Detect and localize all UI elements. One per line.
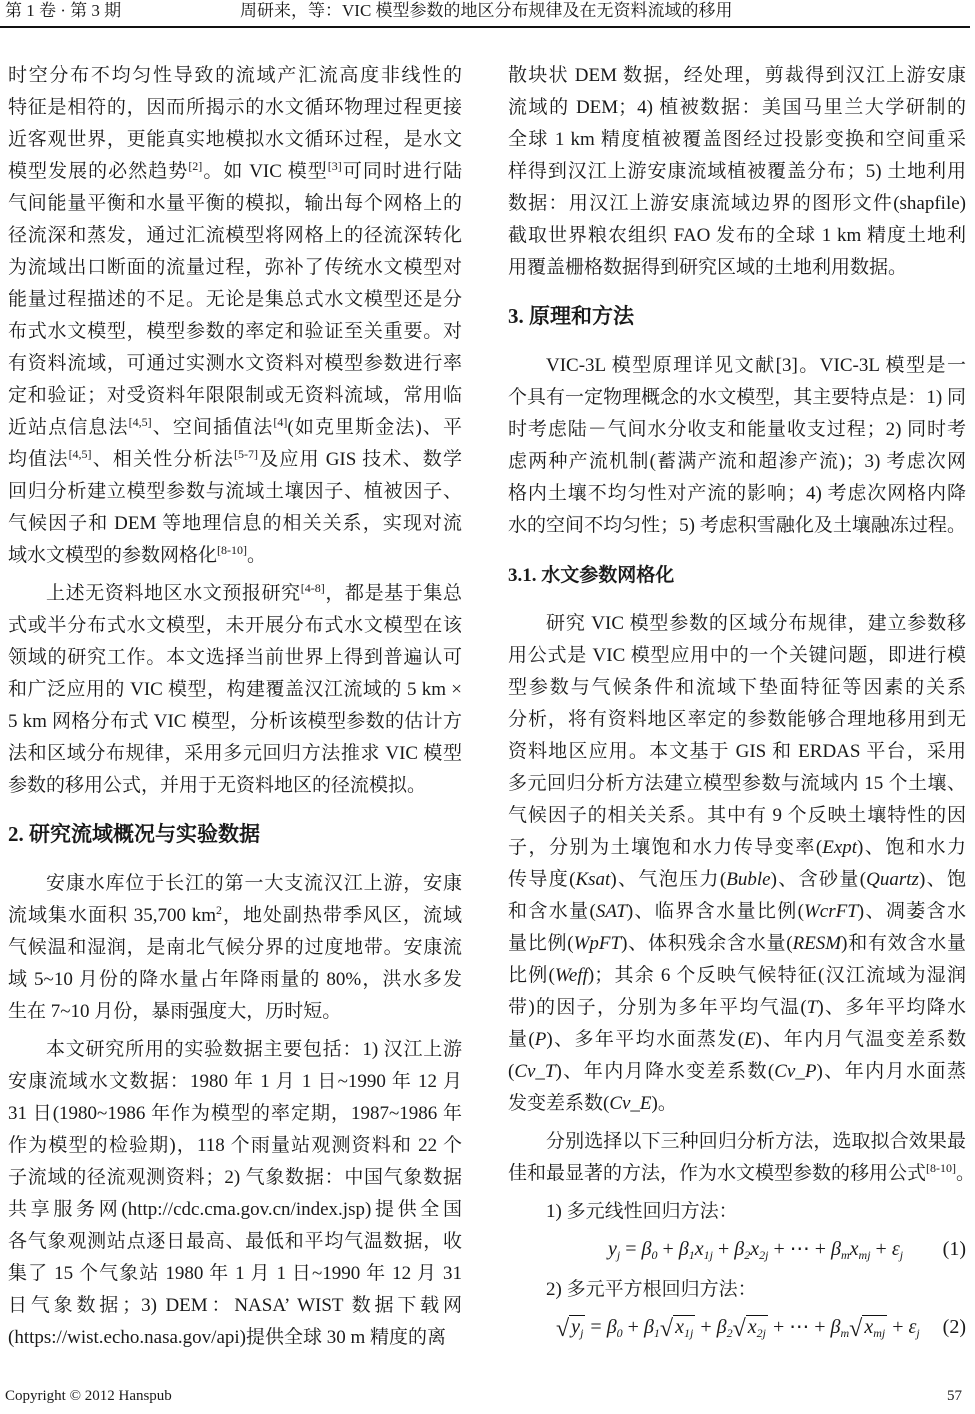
text-run: )、饱和水力 bbox=[857, 837, 967, 858]
text-line: 31 日(1980~1986 年作为模型的率定期，1987~1986 年 bbox=[8, 1103, 462, 1124]
text-run: + bbox=[887, 1316, 909, 1338]
right-column bbox=[508, 60, 975, 1348]
text-line bbox=[508, 1088, 966, 1120]
section-heading: 2. 研究流域概况与实验数据 bbox=[8, 822, 260, 846]
text-line bbox=[8, 444, 462, 476]
text-line bbox=[508, 960, 966, 992]
citation-superscript: [8-10] bbox=[926, 1161, 957, 1175]
italic-symbol: SAT bbox=[595, 901, 627, 922]
text-run: )、临界含水量比例( bbox=[626, 901, 804, 922]
text-line: 为流域出口断面的流量过程，弥补了传统水文模型对 bbox=[8, 257, 462, 278]
text-line: 法和区域分布规律，采用多元回归方法推求 VIC 模型 bbox=[8, 743, 462, 764]
text-run: 模型发展的必然趋势 bbox=[8, 161, 189, 182]
italic-symbol: Cv_E bbox=[609, 1093, 652, 1114]
text-line: 子流域的径流观测资料；2) 气象数据：中国气象数据 bbox=[8, 1167, 462, 1188]
text-line: 域 5~10 月份的降水量占年降雨量的 80%，洪水多发 bbox=[8, 969, 462, 990]
text-run: 。 bbox=[247, 545, 267, 566]
italic-symbol: ε bbox=[891, 1238, 900, 1260]
text-run: 及应用 GIS 技术、数学 bbox=[258, 449, 462, 470]
text-line: 个具有一定物理概念的水文模型，其主要特点是：1) 同 bbox=[508, 387, 966, 408]
italic-symbol: x bbox=[747, 1316, 757, 1338]
text-run: 带)的因子，分别为多年平均气温( bbox=[508, 997, 807, 1018]
paragraph bbox=[508, 608, 966, 1120]
text-line: 型参数与气候条件和流域下垫面特征等因素的关系 bbox=[508, 677, 966, 698]
text-line: 领域的研究工作。本文选择当前世界上得到普遍认可 bbox=[8, 647, 462, 668]
text-line: 分别选择以下三种回归分析方法，选取拟合效果最 bbox=[546, 1131, 966, 1152]
paragraph bbox=[8, 1034, 462, 1354]
square-root bbox=[556, 1315, 585, 1341]
text-run: )、体积残余含水量( bbox=[621, 933, 793, 954]
text-line: 资料地区应用。本文基于 GIS 和 ERDAS 平台，采用 bbox=[508, 741, 966, 762]
radicand bbox=[746, 1315, 768, 1338]
subscript: m bbox=[840, 1326, 850, 1340]
text-line: 数据：用汉江上游安康流域边界的图形文件(shapfile) bbox=[508, 193, 966, 214]
text-line: 研究 VIC 模型参数的区域分布规律，建立参数移 bbox=[546, 613, 966, 634]
text-run: 。如 VIC 模型 bbox=[202, 161, 328, 182]
text-line: 近客观世界，更能真实地模拟水文循环过程，是水文 bbox=[8, 129, 462, 150]
subscript: 1j bbox=[703, 1248, 713, 1262]
text-line: 散块状 DEM 数据，经处理，剪裁得到汉江上游安康 bbox=[508, 65, 966, 86]
text-line: 水的空间不均匀性；5) 考虑积雪融化及土壤融冻过程。 bbox=[508, 515, 966, 536]
text-line: 共享服务网(http://cdc.cma.gov.cn/index.jsp)提供全国 bbox=[8, 1199, 462, 1220]
text-run: ，都是基于集总 bbox=[324, 583, 462, 604]
text-line bbox=[508, 832, 966, 864]
text-run: + bbox=[695, 1316, 717, 1338]
text-line: 本文研究所用的实验数据主要包括：1) 汉江上游 bbox=[46, 1039, 462, 1060]
text-line: 安康水库位于长江的第一大支流汉江上游，安康 bbox=[46, 873, 462, 894]
text-line: 用公式是 VIC 模型应用中的一个关键问题，即进行模 bbox=[508, 645, 966, 666]
text-line: 2) 多元平方根回归方法： bbox=[546, 1279, 757, 1300]
text-line: 样得到汉江上游安康流域植被覆盖分布；5) 土地利用 bbox=[508, 161, 966, 182]
text-run: )、气泡压力( bbox=[610, 869, 727, 890]
subscript: 1j bbox=[683, 1326, 694, 1340]
text-run: )、含砂量( bbox=[770, 869, 867, 890]
citation-superscript: [4] bbox=[273, 415, 288, 429]
italic-symbol: P bbox=[534, 1029, 547, 1050]
text-line bbox=[508, 864, 966, 896]
text-run: + bbox=[870, 1238, 892, 1260]
text-run: + bbox=[712, 1238, 735, 1260]
text-run: )、凋萎含水 bbox=[857, 901, 967, 922]
subscript: 2j bbox=[756, 1326, 766, 1340]
italic-symbol: Cv_T bbox=[514, 1061, 556, 1082]
paragraph bbox=[508, 1126, 975, 1190]
text-run: + ⋯ + bbox=[767, 1316, 831, 1338]
square-root bbox=[849, 1315, 887, 1341]
text-line: 格内土壤不均匀性对产流的影响；4) 考虑次网格内降 bbox=[508, 483, 966, 504]
text-run: 、空间插值法 bbox=[151, 417, 274, 438]
square-root bbox=[660, 1315, 695, 1341]
citation-superscript: [2] bbox=[188, 159, 203, 173]
radical-sign: √ bbox=[556, 1316, 570, 1342]
text-line bbox=[8, 540, 462, 572]
italic-symbol: Ksat bbox=[575, 869, 611, 890]
paragraph bbox=[8, 868, 462, 1028]
equation-body bbox=[556, 1308, 920, 1346]
text-line: 气候因子和 DEM 等地理信息的相关关系，实现对流 bbox=[8, 513, 462, 534]
text-run: )和有效含水量 bbox=[841, 933, 967, 954]
text-line bbox=[8, 156, 462, 188]
text-run: )、年内月水面蒸 bbox=[816, 1061, 967, 1082]
text-line: 生在 7~10 月份，暴雨强度大，历时短。 bbox=[8, 1001, 342, 1022]
italic-symbol: Expt bbox=[822, 837, 858, 858]
italic-symbol: RESM bbox=[792, 933, 842, 954]
text-run: + bbox=[657, 1238, 679, 1260]
text-line: 参数的移用公式，并用于无资料地区的径流模拟。 bbox=[8, 775, 427, 796]
citation-superscript: [3] bbox=[327, 159, 342, 173]
italic-symbol: β bbox=[831, 1238, 841, 1260]
italic-symbol: Cv_P bbox=[774, 1061, 817, 1082]
subscript: 1 bbox=[653, 1326, 660, 1340]
text-line: 时空分布不均匀性导致的流域产汇流高度非线性的 bbox=[8, 65, 462, 86]
text-line bbox=[508, 992, 966, 1024]
text-line: 气间能量平衡和水量平衡的模拟，输出每个网格上的 bbox=[8, 193, 462, 214]
text-run: ( bbox=[508, 1061, 515, 1082]
italic-symbol: y bbox=[608, 1238, 617, 1260]
italic-symbol: x bbox=[675, 1316, 684, 1338]
text-run: 和含水量( bbox=[508, 901, 596, 922]
text-run: )。 bbox=[651, 1093, 677, 1114]
subscript: 2 bbox=[744, 1248, 751, 1262]
citation-superscript: [8-10] bbox=[217, 543, 248, 557]
italic-symbol: T bbox=[806, 997, 818, 1018]
paragraph bbox=[8, 60, 462, 572]
text-line: 特征是相符的，因而所揭示的水文循环物理过程更接 bbox=[8, 97, 462, 118]
radicand bbox=[569, 1315, 585, 1338]
text-run: )、年内月气温变差系数 bbox=[755, 1029, 967, 1050]
citation-superscript: [4,5] bbox=[128, 415, 152, 429]
radicand bbox=[862, 1315, 887, 1338]
italic-symbol: Quartz bbox=[866, 869, 919, 890]
paragraph bbox=[508, 1274, 966, 1306]
text-line: 各气象观测站点逐日最高、最低和平均气温数据，收 bbox=[8, 1231, 462, 1252]
page-number: 57 bbox=[947, 1388, 962, 1404]
text-line bbox=[508, 1024, 966, 1056]
italic-symbol: β bbox=[734, 1238, 745, 1260]
text-line: 流域的 DEM；4) 植被数据：美国马里兰大学研制的 bbox=[508, 97, 966, 118]
text-run: = bbox=[620, 1238, 642, 1260]
subscript: 0 bbox=[616, 1326, 623, 1340]
text-run: 。 bbox=[956, 1163, 975, 1184]
italic-symbol: y bbox=[571, 1316, 581, 1338]
text-line: 时考虑陆－气间水分收支和能量收支过程；2) 同时考 bbox=[508, 419, 966, 440]
equation-number: (2) bbox=[942, 1316, 966, 1338]
citation-superscript: [5-7] bbox=[234, 447, 259, 461]
italic-symbol: β bbox=[716, 1316, 727, 1338]
text-run: )；其余 6 个反映气候特征(汉江流域为湿润 bbox=[587, 965, 967, 986]
text-run: 比例( bbox=[508, 965, 555, 986]
text-run: 佳和最显著的方法，作为水文模型参数的移用公式 bbox=[508, 1163, 927, 1184]
subscript: j bbox=[616, 1248, 621, 1262]
text-line bbox=[8, 900, 462, 932]
text-line: 径流深和蒸发，通过汇流模型将网格上的径流深转化 bbox=[8, 225, 462, 246]
text-run: 上述无资料地区水文预报研究 bbox=[46, 583, 301, 604]
text-line: 能量过程描述的不足。无论是集总式水文模型还是分 bbox=[8, 289, 462, 310]
text-run: 发变差系数( bbox=[508, 1093, 610, 1114]
text-run: 域水文模型的参数网格化 bbox=[8, 545, 218, 566]
italic-symbol: β bbox=[643, 1316, 654, 1338]
equation bbox=[508, 1230, 966, 1268]
citation-superscript: 2 bbox=[216, 903, 223, 917]
text-line: 布式水文模型，模型参数的率定和验证至关重要。对 bbox=[8, 321, 462, 342]
text-run: + ⋯ + bbox=[768, 1238, 832, 1260]
text-line: 用覆盖栅格数据得到研究区域的土地利用数据。 bbox=[508, 257, 908, 278]
equation bbox=[508, 1308, 966, 1346]
text-line bbox=[508, 928, 966, 960]
subscript: mj bbox=[858, 1248, 871, 1262]
italic-symbol: Buble bbox=[726, 869, 771, 890]
text-line bbox=[508, 1158, 975, 1190]
subscript: 0 bbox=[651, 1248, 658, 1262]
radical-sign: √ bbox=[659, 1316, 674, 1342]
text-run: ，地处副热带季风区，流域 bbox=[222, 905, 462, 926]
subscript: j bbox=[916, 1326, 920, 1340]
italic-symbol: E bbox=[744, 1029, 756, 1050]
text-line: 和广泛应用的 VIC 模型，构建覆盖汉江流域的 5 km × bbox=[8, 679, 462, 700]
italic-symbol: β bbox=[641, 1238, 652, 1260]
text-run: = bbox=[585, 1316, 607, 1338]
section-heading: 3.1. 水文参数网格化 bbox=[508, 565, 675, 586]
text-line: 定和验证；对受资料年限限制或无资料流域，常用临 bbox=[8, 385, 462, 406]
italic-symbol: β bbox=[830, 1316, 841, 1338]
italic-symbol: β bbox=[606, 1316, 617, 1338]
text-line: 安康流域水文数据：1980 年 1 月 1 日~1990 年 12 月 bbox=[8, 1071, 462, 1092]
text-line: 日气象数据；3) DEM：NASA’ WIST 数据下载网 bbox=[8, 1295, 462, 1316]
subscript: mj bbox=[873, 1326, 886, 1340]
text-run: 流域集水面积 35,700 km bbox=[8, 905, 217, 926]
text-run: (如克里斯金法)、平 bbox=[287, 417, 462, 438]
text-line: 作为模型的检验期)，118 个雨量站观测资料和 22 个 bbox=[8, 1135, 462, 1156]
text-line: 气候温和湿润，是南北气候分界的过度地带。安康流 bbox=[8, 937, 462, 958]
paragraph bbox=[8, 578, 462, 802]
radical-sign: √ bbox=[732, 1316, 746, 1342]
text-line bbox=[508, 896, 966, 928]
text-run: )、饱 bbox=[918, 869, 967, 890]
subscript: m bbox=[840, 1248, 850, 1262]
text-line: (https://wist.echo.nasa.gov/api)提供全球 30 m 精度的离 bbox=[8, 1327, 447, 1348]
text-run: 量( bbox=[508, 1029, 535, 1050]
header-rule bbox=[0, 26, 970, 28]
text-line: 虑两种产流机制(蓄满产流和超渗产流)；3) 考虑次网 bbox=[508, 451, 966, 472]
subscript: 2 bbox=[726, 1326, 733, 1340]
paragraph bbox=[508, 350, 966, 542]
text-line: 截取世界粮农组织 FAO 发布的全球 1 km 精度土地利 bbox=[508, 225, 966, 246]
italic-symbol: x bbox=[849, 1238, 859, 1260]
equation-body bbox=[608, 1230, 903, 1268]
text-line: 集了 15 个气象站 1980 年 1 月 1 日~1990 年 12 月 31 bbox=[8, 1263, 462, 1284]
text-line bbox=[508, 1056, 966, 1088]
italic-symbol: Weff bbox=[554, 965, 588, 986]
text-run: 均值法 bbox=[8, 449, 69, 470]
italic-symbol: x bbox=[750, 1238, 760, 1260]
italic-symbol: x bbox=[694, 1238, 704, 1260]
running-title: 周研来，等：VIC 模型参数的地区分布规律及在无资料流域的移用 bbox=[240, 1, 733, 20]
paragraph bbox=[508, 60, 966, 284]
italic-symbol: ε bbox=[908, 1316, 917, 1338]
radical-sign: √ bbox=[849, 1316, 863, 1342]
text-run: 可同时进行陆 bbox=[341, 161, 462, 182]
text-run: )、多年平均水面蒸发( bbox=[546, 1029, 745, 1050]
text-line bbox=[8, 578, 462, 610]
text-run: 、相关性分析法 bbox=[91, 449, 235, 470]
text-run: )、年内月降水变差系数( bbox=[555, 1061, 775, 1082]
italic-symbol: β bbox=[678, 1238, 689, 1260]
text-run: 子，分别为土壤饱和水力传导变率( bbox=[508, 837, 823, 858]
text-run: + bbox=[622, 1316, 644, 1338]
text-line: 多元回归分析方法建立模型参数与流域内 15 个土壤、 bbox=[508, 773, 966, 794]
subscript: 2j bbox=[759, 1248, 769, 1262]
text-line: 1) 多元线性回归方法： bbox=[546, 1201, 738, 1222]
italic-symbol: x bbox=[864, 1316, 874, 1338]
equation-number: (1) bbox=[942, 1238, 966, 1260]
radicand bbox=[673, 1315, 695, 1338]
subscript: j bbox=[580, 1326, 584, 1340]
text-line bbox=[8, 412, 462, 444]
text-line: 回归分析建立模型参数与流域土壤因子、植被因子、 bbox=[8, 481, 462, 502]
text-line: 气候因子的相关关系。其中有 9 个反映土壤特性的因 bbox=[508, 805, 966, 826]
citation-superscript: [4,5] bbox=[68, 447, 92, 461]
paragraph bbox=[508, 1196, 966, 1228]
text-line: 分析，将有资料地区率定的参数能够合理地移用到无 bbox=[508, 709, 966, 730]
text-run: 传导度( bbox=[508, 869, 576, 890]
text-line: 5 km 网格分布式 VIC 模型，分析该模型参数的估计方 bbox=[8, 711, 462, 732]
text-line: 有资料流域，可通过实测水文资料对模型参数进行率 bbox=[8, 353, 462, 374]
text-run: 近站点信息法 bbox=[8, 417, 129, 438]
text-line: VIC-3L 模型原理详见文献[3]。VIC-3L 模型是一 bbox=[546, 355, 966, 376]
subscript: j bbox=[899, 1248, 904, 1262]
square-root bbox=[733, 1315, 768, 1341]
citation-superscript: [4-8] bbox=[300, 581, 325, 595]
copyright: Copyright © 2012 Hanspub bbox=[5, 1388, 172, 1404]
italic-symbol: WpFT bbox=[573, 933, 622, 954]
text-line: 式或半分布式水文模型，未开展分布式水文模型在该 bbox=[8, 615, 462, 636]
text-line: 全球 1 km 精度植被覆盖图经过投影变换和空间重采 bbox=[508, 129, 966, 150]
left-column bbox=[8, 60, 462, 1354]
subscript: 1 bbox=[688, 1248, 695, 1262]
text-run: 量比例( bbox=[508, 933, 574, 954]
italic-symbol: WcrFT bbox=[803, 901, 858, 922]
text-run: )、多年平均降水 bbox=[817, 997, 967, 1018]
section-heading: 3. 原理和方法 bbox=[508, 304, 634, 328]
journal-volume-issue: 第 1 卷 · 第 3 期 bbox=[5, 1, 122, 20]
